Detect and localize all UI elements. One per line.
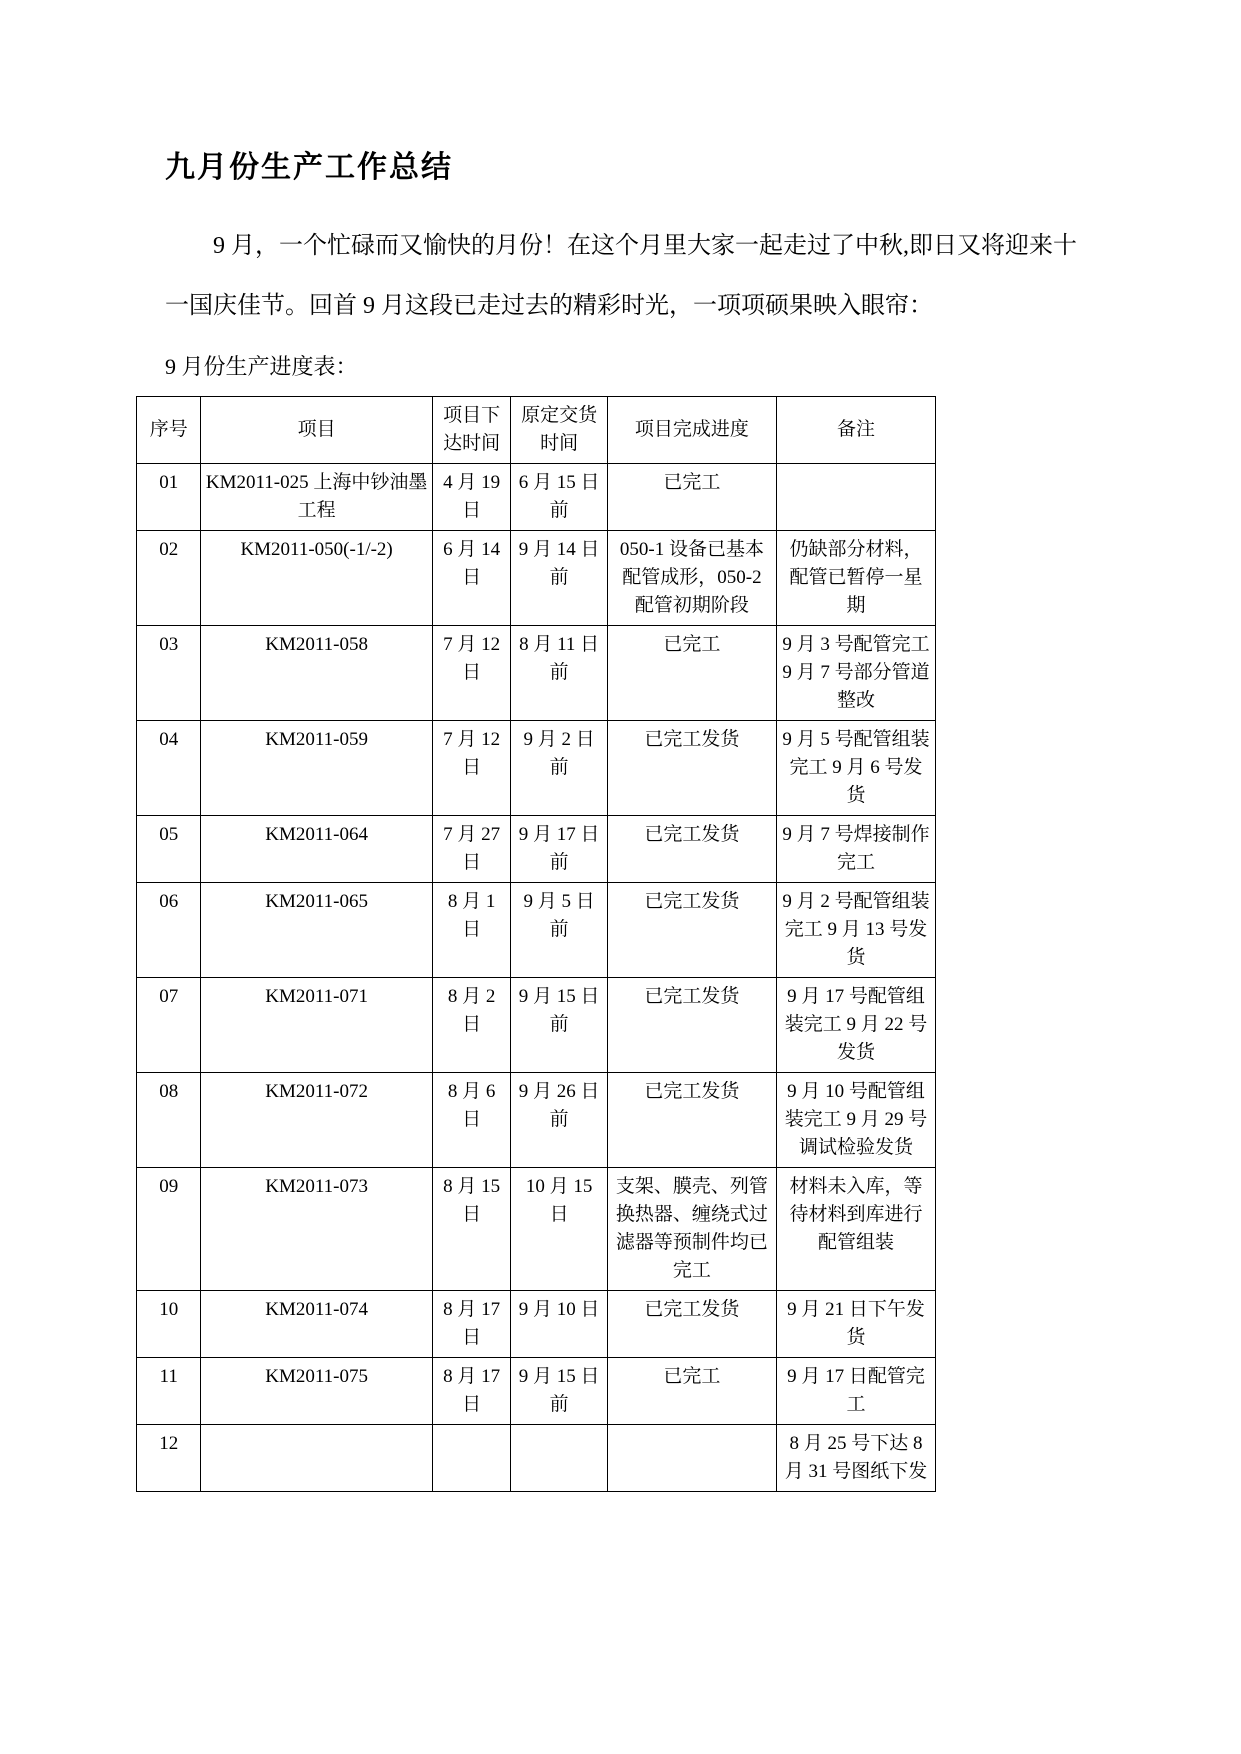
column-header: 原定交货时间 <box>511 397 608 464</box>
table-row <box>137 464 936 531</box>
table-body <box>137 464 936 1492</box>
table-cell: KM2011-058 <box>201 626 432 721</box>
table-cell: 9 月 5 号配管组装完工 9 月 6 号发货 <box>776 721 935 816</box>
table-cell: 04 <box>137 721 201 816</box>
table-cell: 050-1 设备已基本配管成形，050-2 配管初期阶段 <box>607 531 776 626</box>
table-cell: 8 月 6 日 <box>432 1073 510 1168</box>
table-cell: 已完工发货 <box>607 1291 776 1358</box>
table-cell: 10 <box>137 1291 201 1358</box>
table-row <box>137 1168 936 1291</box>
table-cell: 9 月 14 日前 <box>511 531 608 626</box>
table-cell: 8 月 1 日 <box>432 883 510 978</box>
table-cell: 已完工发货 <box>607 721 776 816</box>
table-cell: 9 月 17 日配管完工 <box>776 1358 935 1425</box>
table-row <box>137 531 936 626</box>
table-cell: KM2011-071 <box>201 978 432 1073</box>
table-cell: KM2011-075 <box>201 1358 432 1425</box>
table-row <box>137 883 936 978</box>
table-cell <box>432 1425 510 1492</box>
table-cell: 支架、膜壳、列管换热器、缠绕式过滤器等预制件均已完工 <box>607 1168 776 1291</box>
table-cell: KM2011-059 <box>201 721 432 816</box>
table-cell <box>201 1425 432 1492</box>
table-cell: 6 月 15 日前 <box>511 464 608 531</box>
intro-paragraph: 9 月，一个忙碌而又愉快的月份！在这个月里大家一起走过了中秋,即日又将迎来十一国庆佳节。回首 9 月这段已走过去的精彩时光，一项项硕果映入眼帘： <box>165 233 1077 319</box>
table-cell: 仍缺部分材料，配管已暂停一星期 <box>776 531 935 626</box>
table-cell: 已完工发货 <box>607 816 776 883</box>
table-row <box>137 978 936 1073</box>
table-cell: KM2011-025 上海中钞油墨工程 <box>201 464 432 531</box>
table-cell: KM2011-064 <box>201 816 432 883</box>
table-cell: 02 <box>137 531 201 626</box>
table-row <box>137 721 936 816</box>
table-cell: 9 月 2 日前 <box>511 721 608 816</box>
table-cell: 01 <box>137 464 201 531</box>
table-cell <box>607 1425 776 1492</box>
table-cell: 06 <box>137 883 201 978</box>
table-header-row <box>137 397 936 464</box>
table-cell: 已完工 <box>607 464 776 531</box>
table-cell: 9 月 17 日前 <box>511 816 608 883</box>
table-cell: 12 <box>137 1425 201 1492</box>
table-cell: 9 月 10 号配管组装完工 9 月 29 号调试检验发货 <box>776 1073 935 1168</box>
table-cell: 11 <box>137 1358 201 1425</box>
table-cell: 9 月 17 号配管组装完工 9 月 22 号发货 <box>776 978 935 1073</box>
column-header: 项目下达时间 <box>432 397 510 464</box>
table-cell: 10 月 15 日 <box>511 1168 608 1291</box>
table-cell: KM2011-072 <box>201 1073 432 1168</box>
table-cell: 07 <box>137 978 201 1073</box>
table-cell: 7 月 27 日 <box>432 816 510 883</box>
table-cell: 已完工 <box>607 1358 776 1425</box>
table-cell <box>776 464 935 531</box>
table-cell: 6 月 14 日 <box>432 531 510 626</box>
table-cell: 8 月 11 日前 <box>511 626 608 721</box>
table-cell: 材料未入库，等待材料到库进行配管组装 <box>776 1168 935 1291</box>
table-cell: KM2011-065 <box>201 883 432 978</box>
table-cell: 4 月 19 日 <box>432 464 510 531</box>
table-cell: 已完工发货 <box>607 883 776 978</box>
table-cell: KM2011-050(-1/-2) <box>201 531 432 626</box>
table-cell: 9 月 7 号焊接制作完工 <box>776 816 935 883</box>
table-cell: 9 月 15 日前 <box>511 1358 608 1425</box>
page-title: 九月份生产工作总结 <box>165 151 453 184</box>
table-caption: 9 月份生产进度表： <box>165 354 358 379</box>
table-cell: 9 月 3 号配管完工 9 月 7 号部分管道整改 <box>776 626 935 721</box>
table-cell: 9 月 10 日 <box>511 1291 608 1358</box>
table-cell: 9 月 15 日前 <box>511 978 608 1073</box>
table-cell: 8 月 17 日 <box>432 1291 510 1358</box>
column-header: 项目 <box>201 397 432 464</box>
table-row <box>137 1073 936 1168</box>
table-cell: 9 月 5 日前 <box>511 883 608 978</box>
table-cell: 7 月 12 日 <box>432 721 510 816</box>
column-header: 项目完成进度 <box>607 397 776 464</box>
table-cell: 03 <box>137 626 201 721</box>
table-row <box>137 1291 936 1358</box>
column-header: 备注 <box>776 397 935 464</box>
table-cell: 7 月 12 日 <box>432 626 510 721</box>
table-cell: 8 月 17 日 <box>432 1358 510 1425</box>
table-cell: 8 月 15 日 <box>432 1168 510 1291</box>
table-cell <box>511 1425 608 1492</box>
table-cell: 09 <box>137 1168 201 1291</box>
table-row <box>137 816 936 883</box>
table-cell: 05 <box>137 816 201 883</box>
table-cell: KM2011-074 <box>201 1291 432 1358</box>
table-cell: 已完工发货 <box>607 978 776 1073</box>
table-cell: 已完工 <box>607 626 776 721</box>
table-cell: 08 <box>137 1073 201 1168</box>
table-cell: 9 月 2 号配管组装完工 9 月 13 号发货 <box>776 883 935 978</box>
table-cell: 8 月 2 日 <box>432 978 510 1073</box>
table-cell: 9 月 26 日前 <box>511 1073 608 1168</box>
production-progress-table <box>136 396 936 1492</box>
table-row <box>137 626 936 721</box>
table-cell: KM2011-073 <box>201 1168 432 1291</box>
table-row <box>137 1358 936 1425</box>
table-cell: 9 月 21 日下午发货 <box>776 1291 935 1358</box>
table-cell: 8 月 25 号下达 8 月 31 号图纸下发 <box>776 1425 935 1492</box>
table-cell: 已完工发货 <box>607 1073 776 1168</box>
column-header: 序号 <box>137 397 201 464</box>
table-row <box>137 1425 936 1492</box>
